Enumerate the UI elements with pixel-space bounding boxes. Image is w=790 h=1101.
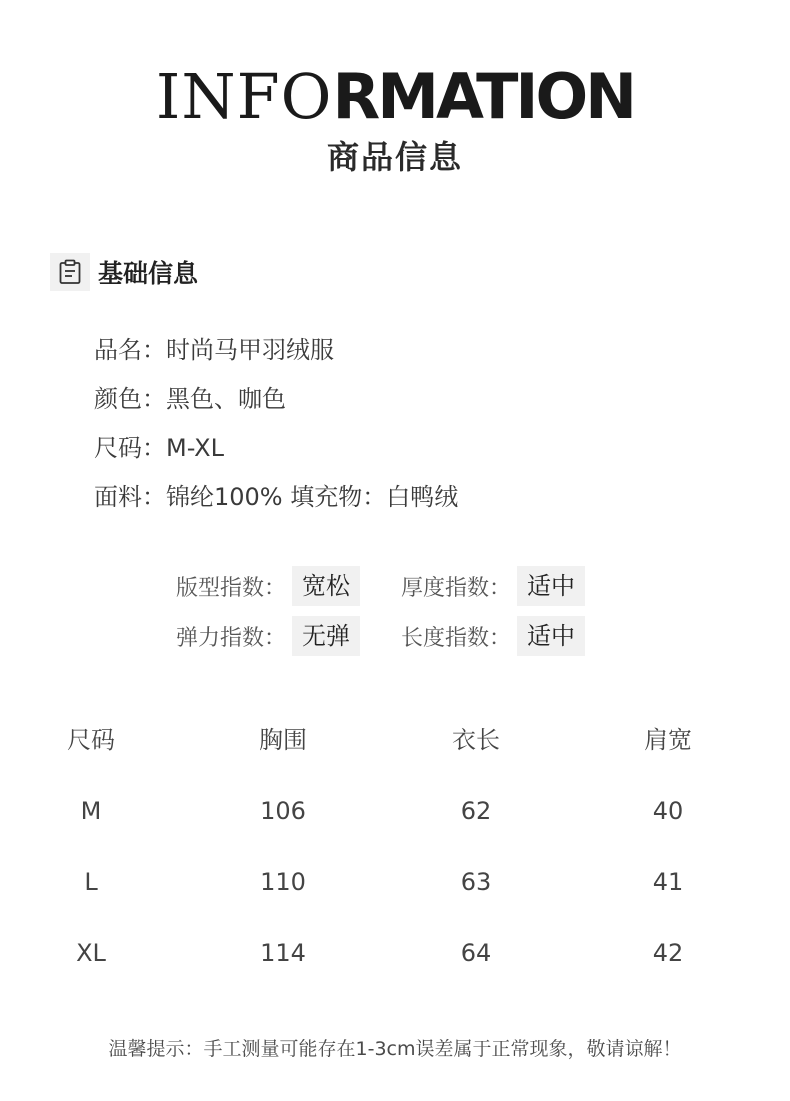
index-value: 无弹 bbox=[292, 616, 360, 656]
table-header-cell: 尺码 bbox=[67, 726, 115, 754]
title-chinese: 商品信息 bbox=[326, 138, 463, 176]
table-cell: 42 bbox=[652, 939, 684, 967]
info-fabric: 面料：锦纶100% 填充物：白鸭绒 bbox=[94, 483, 459, 511]
index-value: 适中 bbox=[517, 616, 585, 656]
basic-info-list bbox=[94, 332, 458, 528]
table-row bbox=[0, 791, 790, 862]
table-header-row bbox=[0, 720, 790, 791]
index-row bbox=[176, 566, 626, 616]
info-size: 尺码：M-XL bbox=[94, 434, 224, 462]
index-grid bbox=[176, 566, 626, 666]
index-thickness bbox=[401, 566, 626, 606]
table-cell: 62 bbox=[460, 797, 492, 825]
title-english bbox=[0, 62, 790, 132]
info-product-name: 品名：时尚马甲羽绒服 bbox=[94, 336, 334, 364]
table-header-cell: 肩宽 bbox=[644, 726, 692, 754]
clipboard-icon bbox=[50, 253, 90, 291]
table-cell: 110 bbox=[260, 868, 306, 896]
table-cell: 106 bbox=[260, 797, 306, 825]
index-length bbox=[401, 616, 626, 656]
table-header-cell: 衣长 bbox=[452, 726, 500, 754]
index-label: 厚度指数： bbox=[401, 575, 512, 601]
index-row bbox=[176, 616, 626, 666]
index-label: 长度指数： bbox=[401, 625, 512, 651]
info-color: 颜色：黑色、咖色 bbox=[94, 385, 286, 413]
section-header bbox=[50, 253, 198, 291]
table-cell: 41 bbox=[652, 868, 684, 896]
index-value: 适中 bbox=[517, 566, 585, 606]
title-english-light: INFO bbox=[155, 60, 333, 133]
table-row bbox=[0, 933, 790, 1004]
table-cell: XL bbox=[76, 939, 106, 967]
table-cell: L bbox=[84, 868, 98, 896]
section-title: 基础信息 bbox=[98, 259, 199, 288]
table-cell: M bbox=[80, 797, 102, 825]
table-cell: 114 bbox=[260, 939, 306, 967]
table-cell: 40 bbox=[652, 797, 684, 825]
measurement-tip: 温馨提示：手工测量可能存在1-3cm误差属于正常现象，敬请谅解！ bbox=[108, 1038, 682, 1060]
size-table bbox=[0, 720, 790, 1004]
index-label: 版型指数： bbox=[176, 575, 287, 601]
index-elasticity bbox=[176, 616, 401, 656]
title-english-bold: RMATION bbox=[332, 60, 635, 133]
table-cell: 64 bbox=[460, 939, 492, 967]
index-label: 弹力指数： bbox=[176, 625, 287, 651]
table-row bbox=[0, 862, 790, 933]
index-fit bbox=[176, 566, 401, 606]
table-cell: 63 bbox=[460, 868, 492, 896]
table-header-cell: 胸围 bbox=[259, 726, 307, 754]
index-value: 宽松 bbox=[292, 566, 360, 606]
